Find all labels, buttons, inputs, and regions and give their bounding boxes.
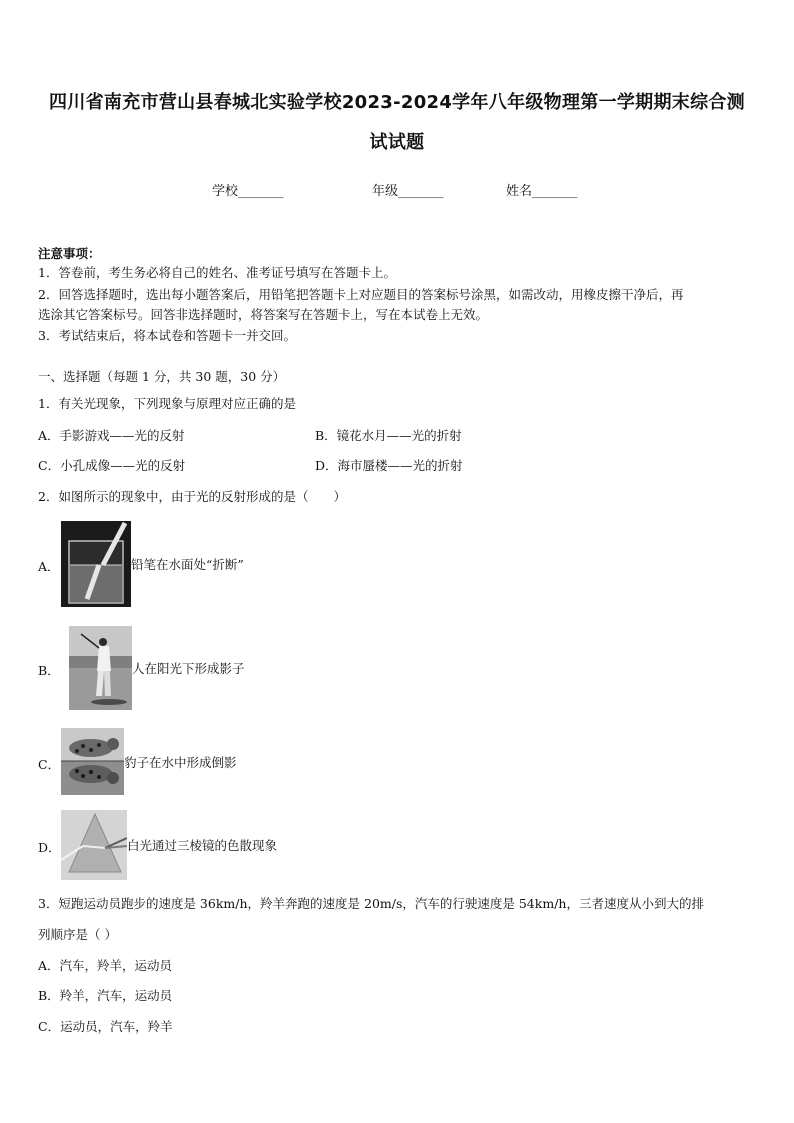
notice-item-1: 1．答卷前，考生务必将自己的姓名、准考证号填写在答题卡上。 — [38, 265, 396, 280]
q2-stem: 2．如图所示的现象中，由于光的反射形成的是（ ） — [38, 489, 346, 504]
notice-item-2-cont: 选涂其它答案标号。回答非选择题时，将答案写在答题卡上，写在本试卷上无效。 — [38, 307, 489, 322]
q2-option-c-caption[interactable]: 豹子在水中形成倒影 — [124, 755, 237, 770]
q3-option-b[interactable]: B．羚羊，汽车，运动员 — [38, 988, 173, 1003]
q2-option-b-letter[interactable]: B． — [38, 663, 60, 678]
q2-option-d-letter[interactable]: D． — [38, 840, 61, 855]
notice-item-3: 3．考试结束后，将本试卷和答题卡一并交回。 — [38, 328, 296, 343]
prism-dispersion-image — [61, 810, 127, 880]
q2-option-b-caption[interactable]: 人在阳光下形成影子 — [132, 661, 245, 676]
field-school[interactable] — [212, 180, 284, 199]
q2-option-a-caption[interactable]: 铅笔在水面处“折断” — [131, 557, 244, 572]
section-heading: 一、选择题（每题 1 分，共 30 题，30 分） — [38, 369, 286, 384]
q1-option-c[interactable]: C．小孔成像——光的反射 — [38, 458, 186, 473]
field-school-label: 学校 — [212, 184, 239, 199]
q3-option-a[interactable]: A．汽车，羚羊，运动员 — [38, 958, 173, 973]
leopard-reflection-image — [61, 728, 124, 795]
q2-option-a-letter[interactable]: A． — [38, 559, 60, 574]
document-title-line2: 试试题 — [369, 132, 425, 153]
q2-option-d-caption[interactable]: 白光通过三棱镜的色散现象 — [127, 838, 278, 853]
pencil-in-water-image — [61, 521, 131, 607]
leopard-reflection-icon — [61, 728, 124, 795]
notice-heading: 注意事项： — [38, 246, 101, 261]
q1-option-a[interactable]: A．手影游戏——光的反射 — [38, 428, 185, 443]
golfer-shadow-icon — [69, 626, 132, 710]
document-title-line1: 四川省南充市营山县春城北实验学校2023-2024学年八年级物理第一学期期末综合测 — [49, 92, 745, 113]
q2-option-c-letter[interactable]: C． — [38, 757, 61, 772]
q3-option-c[interactable]: C．运动员，汽车，羚羊 — [38, 1019, 173, 1034]
field-grade-label: 年级 — [372, 184, 399, 199]
q1-option-d[interactable]: D．海市蜃楼——光的折射 — [315, 458, 463, 473]
field-grade[interactable] — [372, 180, 444, 199]
q3-stem-line2: 列顺序是（ ） — [38, 927, 117, 942]
q1-option-b[interactable]: B．镜花水月——光的折射 — [315, 428, 462, 443]
q1-stem: 1．有关光现象，下列现象与原理对应正确的是 — [38, 396, 296, 411]
field-name[interactable] — [506, 180, 578, 199]
notice-item-2: 2．回答选择题时，选出每小题答案后，用铅笔把答题卡上对应题目的答案标号涂黑，如需改动，用橡皮擦干净后，再 — [38, 287, 684, 302]
pencil-in-water-icon — [61, 521, 131, 607]
field-school-blank[interactable]: _______ — [238, 184, 284, 199]
field-name-blank[interactable]: _______ — [532, 184, 578, 199]
field-name-label: 姓名 — [506, 184, 533, 199]
prism-dispersion-icon — [61, 810, 127, 880]
golfer-shadow-image — [69, 626, 132, 710]
q3-stem-line1: 3．短跑运动员跑步的速度是 36km/h，羚羊奔跑的速度是 20m/s，汽车的行驶速度是 54km/h，三者速度从小到大的排 — [38, 896, 704, 911]
field-grade-blank[interactable]: _______ — [398, 184, 444, 199]
